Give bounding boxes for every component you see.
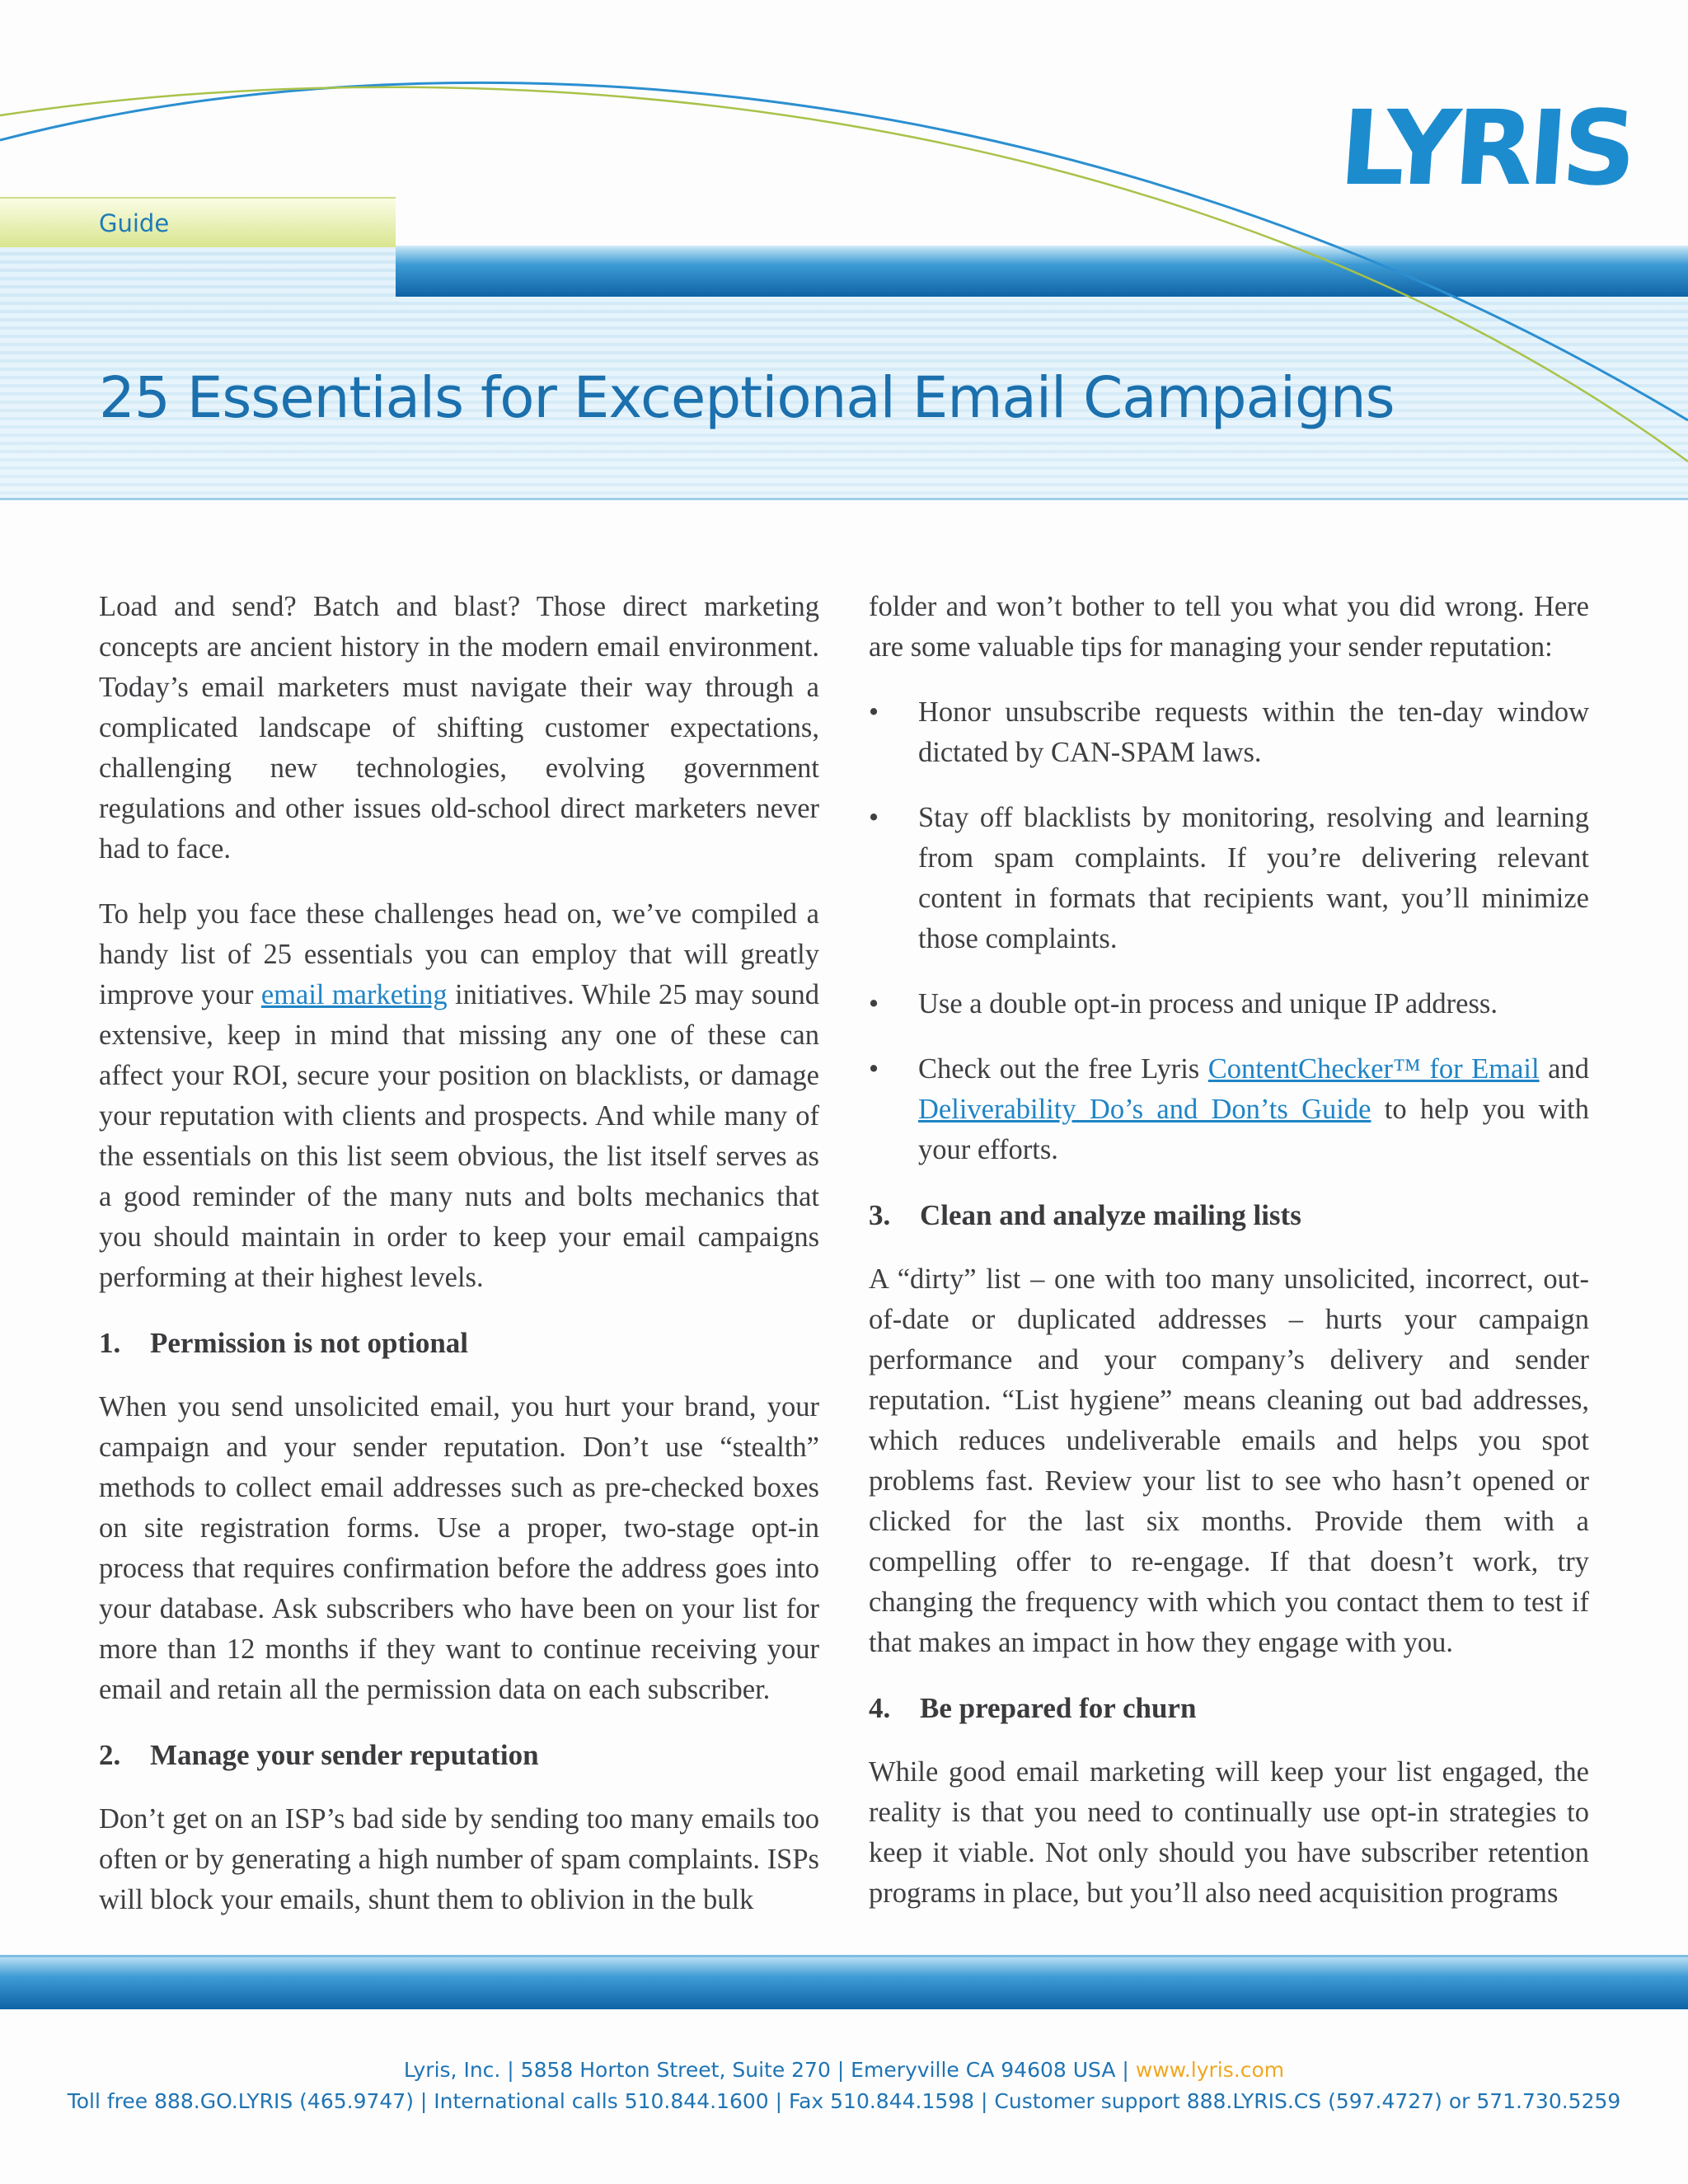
deliverability-guide-link[interactable]: Deliverability Do’s and Don’ts Guide: [918, 1094, 1372, 1125]
section-3-heading: [869, 1195, 1589, 1236]
list-item-text: Honor unsubscribe requests within the ten-day window dictated by CAN-SPAM laws.: [918, 696, 1589, 768]
email-marketing-link[interactable]: email marketing: [260, 979, 448, 1010]
section-4-number: 4.: [869, 1692, 891, 1724]
website-link[interactable]: www.lyris.com: [1135, 2058, 1285, 2082]
section-3-title: Clean and analyze mailing lists: [920, 1199, 1301, 1231]
bullet-icon: •: [869, 696, 879, 728]
list-item: [869, 1049, 1589, 1170]
intro-paragraph-2: [99, 894, 819, 1298]
intro2-text-pre: To help you face these challenges head on, we’ve compiled a handy list of 25 essentials you can employ that will greatly improve your: [99, 898, 819, 1010]
list-item: [869, 692, 1589, 773]
guide-label: Guide: [99, 209, 170, 237]
lyris-logo: LYRIS: [1335, 89, 1636, 209]
bullet-icon: •: [869, 1053, 879, 1085]
footer-address-line: [0, 2055, 1688, 2086]
section-2-continued: folder and won’t bother to tell you what you did wrong. Here are some valuable tips for managing your sender reputation:: [869, 591, 1589, 663]
section-1-number: 1.: [99, 1327, 121, 1359]
section-3-body: A “dirty” list – one with too many unsolicited, incorrect, out-of-date or duplicated addresses – hurts your campaign performance and your company’s delivery and sender reputation. “List hygiene” means cleaning out bad addresses, which reduces undeliverable emails and helps you spot problems fast. Review your list to see who hasn’t opened or clicked for the last six months. Provide them with a compelling offer to re-engage. If that doesn’t work, try changing the frequency with which you contact them to test if that makes an impact in how they engage with you.: [869, 1263, 1589, 1658]
footer-band: [0, 1955, 1688, 2009]
contentchecker-link[interactable]: ContentChecker™ for Email: [1207, 1053, 1540, 1085]
section-2-heading: [99, 1735, 819, 1776]
right-column: [869, 587, 1589, 1914]
section-1-body: When you send unsolicited email, you hurt your brand, your campaign and your sender reputation. Don’t use “stealth” methods to collect email addresses such as pre-checked boxes on site registration forms. Use a proper, two-stage opt-in process that requires confirmation before the address goes into your database. Ask subscribers who have been on your list for more than 12 months if they want to continue receiving your email and retain all the permission data on each subscriber.: [99, 1391, 819, 1705]
section-1-heading: [99, 1323, 819, 1364]
section-2-body: Don’t get on an ISP’s bad side by sending too many emails too often or by generating a high number of spam complaints. ISPs will block your emails, shunt them to oblivion in the bulk: [99, 1803, 819, 1915]
section-4-title: Be prepared for churn: [920, 1692, 1197, 1724]
list-item: [869, 798, 1589, 959]
footer-contact-line: Toll free 888.GO.LYRIS (465.9747) | International calls 510.844.1600 | Fax 510.844.1598 | Customer support 888.LYRIS.CS (597.4727) or 571.730.5259: [67, 2089, 1621, 2113]
header-graphic: [0, 0, 1688, 527]
tips-list: [869, 692, 1589, 1170]
list-item-text: and: [1539, 1053, 1589, 1085]
section-1-title: Permission is not optional: [150, 1327, 469, 1359]
section-3-number: 3.: [869, 1199, 891, 1231]
left-column: [99, 587, 819, 1920]
intro2-text-post: initiatives. While 25 may sound extensive, keep in mind that missing any one of these can affect your ROI, secure your position on blacklists, or damage your reputation with clients and prospects. And while many of the essentials on this list seem obvious, the list itself serves as a good reminder of the many nuts and bolts mechanics that you should maintain in order to keep your email campaigns performing at their highest levels.: [99, 979, 819, 1293]
bullet-icon: •: [869, 988, 879, 1019]
list-item-text: Use a double opt-in process and unique IP address.: [918, 988, 1498, 1019]
section-4-body: While good email marketing will keep your list engaged, the reality is that you need to continually use opt-in strategies to keep it viable. Not only should you have subscriber retention programs in place, but you’ll also need acquisition programs: [869, 1756, 1589, 1909]
page-title: 25 Essentials for Exceptional Email Campaigns: [99, 365, 1395, 431]
list-item-text: to help you with your efforts.: [918, 1094, 1589, 1165]
list-item-text: Check out the free Lyris: [918, 1053, 1208, 1085]
intro-paragraph-1: Load and send? Batch and blast? Those direct marketing concepts are ancient history in the modern email environment. Today’s email marketers must navigate their way through a complicated landscape of shifting customer expectations, challenging new technologies, evolving government regulations and other issues old-school direct marketers never had to face.: [99, 591, 819, 865]
footer: [0, 2055, 1688, 2117]
list-item: [869, 984, 1589, 1024]
footer-address: Lyris, Inc. | 5858 Horton Street, Suite 270 | Emeryville CA 94608 USA |: [403, 2058, 1136, 2082]
list-item-text: Stay off blacklists by monitoring, resolving and learning from spam complaints. If you’re delivering relevant content in formats that recipients want, you’ll minimize those complaints.: [918, 802, 1589, 954]
section-2-number: 2.: [99, 1739, 121, 1771]
section-2-title: Manage your sender reputation: [150, 1739, 539, 1771]
section-4-heading: [869, 1688, 1589, 1729]
bullet-icon: •: [869, 802, 879, 833]
